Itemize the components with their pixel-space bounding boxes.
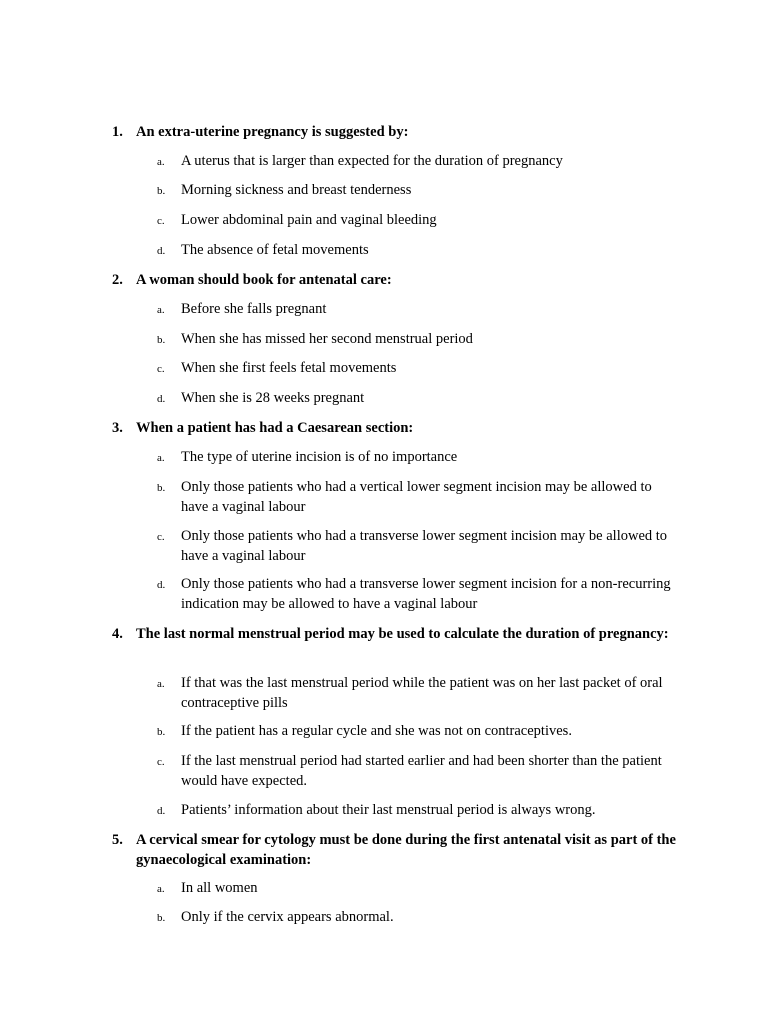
option-text: If the last menstrual period had started earlier and had been shorter than the patient would have expected.: [181, 753, 662, 789]
option-text: Patients’ information about their last menstrual period is always wrong.: [181, 802, 596, 818]
question-5: [112, 830, 692, 870]
question-number: 2.: [112, 272, 123, 288]
option-text: When she is 28 weeks pregnant: [181, 390, 365, 406]
question-text: An extra-uterine pregnancy is suggested by:: [136, 124, 409, 140]
question-text: The last normal menstrual period may be used to calculate the duration of pregnancy:: [136, 626, 669, 642]
option-text: If the patient has a regular cycle and she was not on contraceptives.: [181, 723, 572, 739]
question-1: [112, 122, 692, 142]
option-text: Only if the cervix appears abnormal.: [181, 909, 394, 925]
option-letter: d.: [157, 393, 166, 405]
option-letter: a.: [157, 452, 165, 464]
option-2b: [157, 330, 677, 350]
option-text: Lower abdominal pain and vaginal bleeding: [181, 212, 437, 228]
option-4a: [157, 674, 677, 713]
option-1c: [157, 211, 677, 231]
option-3b: [157, 478, 677, 517]
option-2c: [157, 359, 677, 379]
question-number: 3.: [112, 420, 123, 436]
question-text: A woman should book for antenatal care:: [136, 272, 392, 288]
option-letter: a.: [157, 883, 165, 895]
option-text: In all women: [181, 880, 258, 896]
option-letter: b.: [157, 334, 166, 346]
option-text: Only those patients who had a transverse lower segment incision may be allowed to have a vaginal labour: [181, 528, 668, 564]
option-letter: c.: [157, 215, 165, 227]
option-5a: [157, 879, 677, 899]
option-2d: [157, 389, 677, 409]
option-1a: [157, 152, 677, 172]
option-3c: [157, 527, 677, 566]
option-3a: [157, 448, 677, 468]
option-1b: [157, 181, 677, 201]
option-letter: c.: [157, 363, 165, 375]
option-letter: a.: [157, 678, 165, 690]
option-letter: c.: [157, 531, 165, 543]
option-3d: [157, 575, 677, 614]
option-text: Only those patients who had a transverse lower segment incision for a non-recurring indication may be allowed to have a vaginal labour: [181, 576, 671, 612]
option-text: When she has missed her second menstrual period: [181, 331, 473, 347]
option-letter: d.: [157, 245, 166, 257]
option-text: A uterus that is larger than expected for the duration of pregnancy: [181, 153, 563, 169]
option-letter: b.: [157, 185, 166, 197]
question-number: 1.: [112, 124, 123, 140]
question-number: 5.: [112, 832, 123, 848]
option-letter: b.: [157, 726, 166, 738]
option-letter: a.: [157, 156, 165, 168]
option-letter: c.: [157, 756, 165, 768]
question-text: When a patient has had a Caesarean section:: [136, 420, 414, 436]
option-text: When she first feels fetal movements: [181, 360, 397, 376]
question-text: A cervical smear for cytology must be done during the first antenatal visit as part of the gynaecological examination:: [136, 832, 676, 868]
option-text: Only those patients who had a vertical lower segment incision may be allowed to have a vaginal labour: [181, 479, 652, 515]
option-letter: d.: [157, 805, 166, 817]
option-letter: b.: [157, 912, 166, 924]
option-4d: [157, 801, 677, 821]
option-letter: a.: [157, 304, 165, 316]
option-text: If that was the last menstrual period while the patient was on her last packet of oral contraceptive pills: [181, 675, 663, 711]
question-2: [112, 270, 692, 290]
question-3: [112, 418, 692, 438]
question-4: [112, 624, 692, 644]
option-text: Morning sickness and breast tenderness: [181, 182, 412, 198]
option-2a: [157, 300, 677, 320]
option-4c: [157, 752, 677, 791]
option-text: The type of uterine incision is of no importance: [181, 449, 458, 465]
option-4b: [157, 722, 677, 742]
option-letter: b.: [157, 482, 166, 494]
option-1d: [157, 241, 677, 261]
option-text: Before she falls pregnant: [181, 301, 327, 317]
option-letter: d.: [157, 579, 166, 591]
option-text: The absence of fetal movements: [181, 242, 369, 258]
question-number: 4.: [112, 626, 123, 642]
option-5b: [157, 908, 677, 928]
